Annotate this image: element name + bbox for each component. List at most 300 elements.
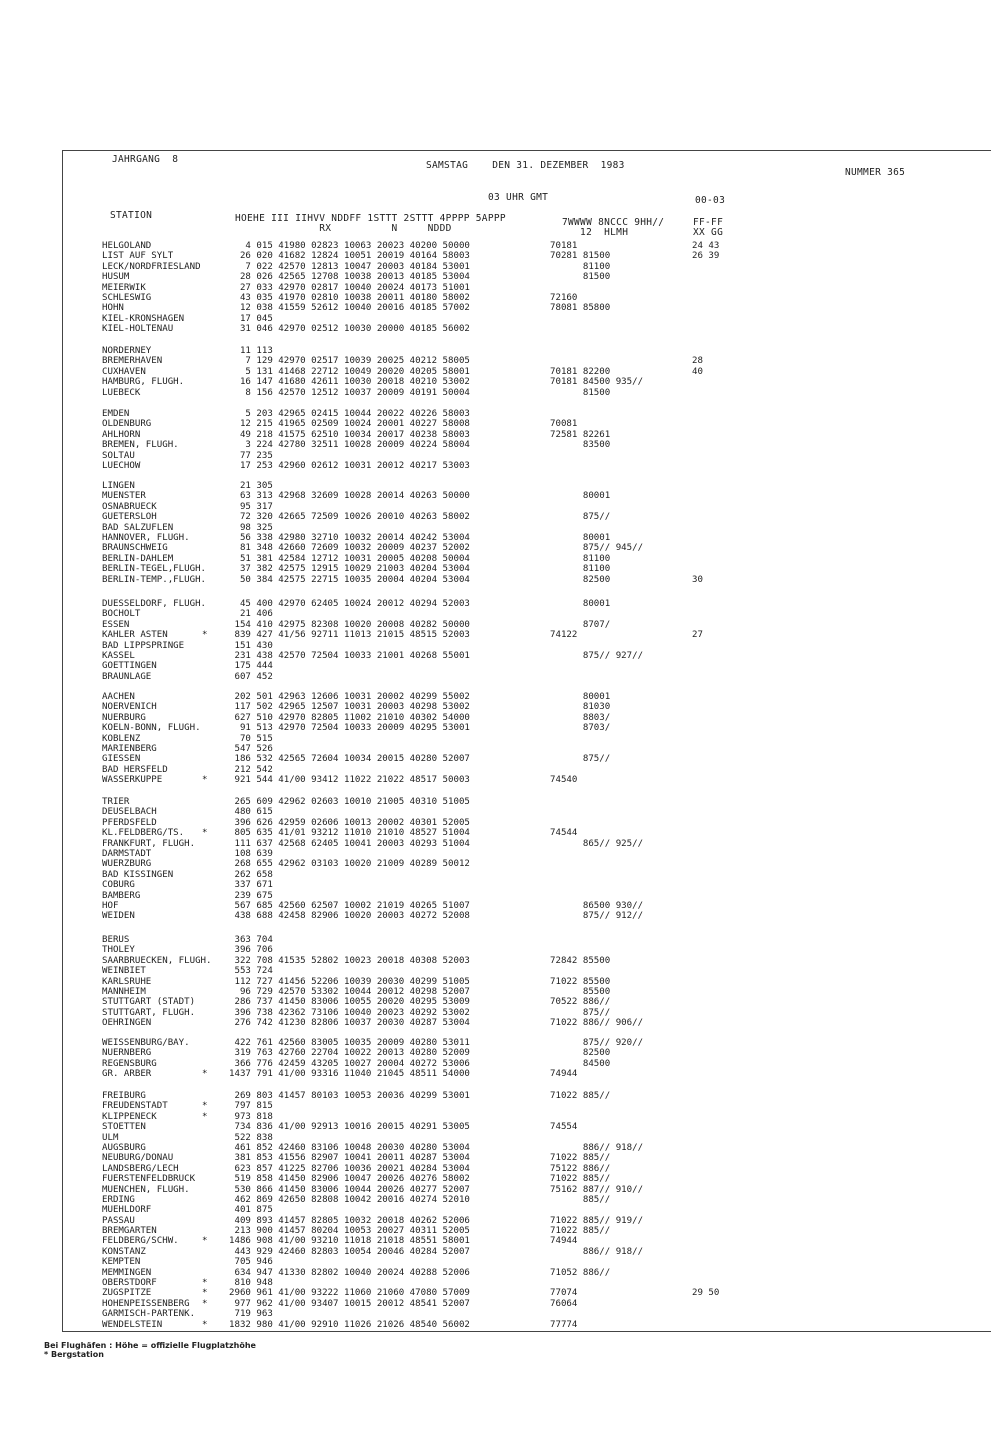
station-row	[102, 609, 722, 619]
station-name: LUEBECK	[102, 387, 141, 398]
station-name: HOF	[102, 900, 119, 911]
station-row	[102, 419, 722, 429]
synop-groups: 885//	[550, 1194, 611, 1205]
station-group	[102, 692, 722, 786]
station-name: SCHLESWIG	[102, 292, 152, 303]
station-name: KIEL-KRONSHAGEN	[102, 313, 185, 324]
station-row	[102, 324, 722, 334]
station-row	[102, 807, 722, 817]
observation-data: 607 452	[229, 671, 273, 682]
observation-data: 49 218 41575 62510 10034 20017 40238 58003	[229, 429, 470, 440]
station-row	[102, 1320, 722, 1330]
station-name: LINGEN	[102, 481, 135, 491]
station-row	[102, 367, 722, 377]
observation-data: 175 444	[229, 661, 273, 672]
observation-data: 977 962 41/00 93407 10015 20012 48541 52007	[229, 1298, 470, 1309]
station-name: WASSERKUPPE	[102, 775, 163, 786]
observation-data: 443 929 42460 82803 10054 20046 40284 52007	[229, 1246, 470, 1257]
station-row	[102, 744, 722, 754]
synop-groups: 75122 886//	[550, 1163, 611, 1174]
station-name: FELDBERG/SCHW.	[102, 1236, 179, 1247]
synop-groups: 71022 885//	[550, 1226, 611, 1237]
station-name: LANDSBERG/LECH	[102, 1163, 179, 1174]
observation-data: 51 381 42584 12712 10031 20005 40208 50004	[229, 553, 470, 564]
station-name: KLIPPENECK	[102, 1111, 157, 1122]
synop-groups: 74540	[550, 775, 578, 786]
station-row	[102, 430, 722, 440]
observation-data: 797 815	[229, 1101, 273, 1112]
synop-groups: 875// 912//	[550, 911, 644, 922]
station-row	[102, 1133, 722, 1143]
station-row	[102, 765, 722, 775]
station-group	[102, 599, 722, 682]
observation-data: 363 704	[229, 935, 273, 945]
station-name: ERDING	[102, 1194, 135, 1205]
station-name: ZUGSPITZE	[102, 1288, 152, 1299]
station-name: HANNOVER, FLUGH.	[102, 532, 190, 543]
synop-groups: 71052 886//	[550, 1267, 611, 1278]
station-row	[102, 1288, 722, 1298]
synop-groups: 72842 85500	[550, 955, 611, 966]
synop-groups: 875//	[550, 512, 611, 523]
station-name: STUTTGART, FLUGH.	[102, 1007, 196, 1018]
observation-data: 111 637 42568 62405 10041 20003 40293 51004	[229, 838, 470, 849]
station-row	[102, 692, 722, 702]
station-row	[102, 377, 722, 387]
synop-groups: 81100	[550, 564, 611, 575]
station-name: NORDERNEY	[102, 346, 152, 356]
column-xx-header: XX GG	[693, 227, 724, 238]
observation-data: 810 948	[229, 1278, 273, 1289]
observation-data: 56 338 42980 32710 10032 20014 40242 53004	[229, 532, 470, 543]
station-name: ESSEN	[102, 619, 130, 630]
column-main-header: HOEHE III IIHVV NDDFF 1STTT 2STTT 4PPPP 5APPP	[235, 213, 506, 224]
station-row	[102, 1101, 722, 1111]
station-row	[102, 754, 722, 764]
station-name: GOETTINGEN	[102, 661, 157, 672]
station-name: BERUS	[102, 935, 130, 945]
synop-groups: 80001	[550, 692, 611, 702]
synop-groups: 72160	[550, 292, 578, 303]
observation-data: 276 742 41230 82806 10037 20030 40287 53004	[229, 1018, 470, 1029]
synop-groups: 875// 945//	[550, 543, 644, 554]
observation-data: 151 430	[229, 640, 273, 651]
mountain-station-marker: *	[202, 1101, 208, 1112]
station-name: COBURG	[102, 880, 135, 891]
observation-data: 839 427 41/56 92711 11013 21015 48515 52003	[229, 630, 470, 641]
observation-data: 239 675	[229, 890, 273, 901]
station-name: BOCHOLT	[102, 609, 141, 620]
issue-number: NUMMER 365	[845, 167, 906, 178]
station-name: KEMPTEN	[102, 1257, 141, 1268]
wind-gust-groups: 24 43	[692, 241, 720, 251]
mountain-station-marker: *	[202, 630, 208, 641]
station-row	[102, 966, 722, 976]
station-name: OEHRINGEN	[102, 1018, 152, 1029]
observation-data: 409 893 41457 82805 10032 20018 40262 52006	[229, 1215, 470, 1226]
synop-groups: 70181	[550, 241, 578, 251]
station-row	[102, 599, 722, 609]
wind-gust-groups: 40	[692, 366, 703, 377]
observation-data: 17 045	[229, 313, 273, 324]
synop-groups: 875// 927//	[550, 650, 644, 661]
station-name: MEMMINGEN	[102, 1267, 152, 1278]
station-row	[102, 356, 722, 366]
station-row	[102, 1038, 722, 1048]
synop-groups: 81500	[550, 387, 611, 398]
synop-groups: 70181 84500 935//	[550, 377, 644, 388]
station-row	[102, 1309, 722, 1319]
station-row	[102, 901, 722, 911]
station-name: KASSEL	[102, 650, 135, 661]
station-name: MARIENBERG	[102, 743, 157, 754]
mountain-station-marker: *	[202, 1069, 208, 1080]
station-group	[102, 1091, 722, 1330]
observation-data: 522 838	[229, 1132, 273, 1143]
station-name: OSNABRUECK	[102, 501, 157, 512]
station-name: EMDEN	[102, 409, 130, 419]
station-group	[102, 797, 722, 922]
observation-data: 322 708 41535 52802 10023 20018 40308 52003	[229, 955, 470, 966]
observation-data: 117 502 42965 12507 10031 20003 40298 53002	[229, 702, 470, 713]
observation-data: 3 224 42780 32511 10028 20009 40224 58004	[229, 440, 470, 451]
observation-data: 805 635 41/01 93212 11010 21010 48527 51004	[229, 828, 470, 839]
wind-gust-groups: 30	[692, 574, 703, 585]
observation-data: 12 215 41965 02509 10024 20001 40227 58008	[229, 419, 470, 430]
observation-data: 186 532 42565 72604 10034 20015 40280 52007	[229, 754, 470, 765]
station-name: KAHLER ASTEN	[102, 630, 168, 641]
station-name: BAMBERG	[102, 890, 141, 901]
observation-data: 719 963	[229, 1309, 273, 1320]
station-name: DEUSELBACH	[102, 807, 157, 818]
synop-groups: 85500	[550, 986, 611, 997]
synop-groups: 74944	[550, 1236, 578, 1247]
station-name: FUERSTENFELDBRUCK	[102, 1174, 196, 1185]
station-row	[102, 1164, 722, 1174]
station-name: GARMISCH-PARTENK.	[102, 1309, 196, 1320]
station-row	[102, 1069, 722, 1079]
station-row	[102, 945, 722, 955]
observation-data: 27 033 42970 02817 10040 20024 40173 51001	[229, 282, 470, 293]
observation-data: 2960 961 41/00 93222 11060 21060 47080 57009	[229, 1288, 470, 1299]
synop-groups: 82500	[550, 1048, 611, 1059]
station-group	[102, 1038, 722, 1080]
synop-groups: 71022 886// 906//	[550, 1018, 644, 1029]
observation-data: 43 035 41970 02810 10038 20011 40180 58002	[229, 292, 470, 303]
synop-groups: 80001	[550, 599, 611, 609]
station-row	[102, 997, 722, 1007]
station-row	[102, 702, 722, 712]
station-name: WENDELSTEIN	[102, 1319, 163, 1330]
station-row	[102, 272, 722, 282]
synop-groups: 865// 925//	[550, 838, 644, 849]
observation-data: 366 776 42459 43205 10027 20004 40272 53006	[229, 1058, 470, 1069]
synop-groups: 71022 85500	[550, 976, 611, 987]
synop-groups: 80001	[550, 491, 611, 502]
observation-data: 396 706	[229, 945, 273, 956]
station-name: GR. ARBER	[102, 1069, 152, 1080]
mountain-station-marker: *	[202, 775, 208, 786]
station-name: KL.FELDBERG/TS.	[102, 828, 185, 839]
station-row	[102, 839, 722, 849]
station-row	[102, 1205, 722, 1215]
station-row	[102, 641, 722, 651]
station-name: MEIERWIK	[102, 282, 146, 293]
station-row	[102, 775, 722, 785]
station-name: BERLIN-TEMP.,FLUGH.	[102, 574, 207, 585]
observation-data: 7 129 42970 02517 10039 20025 40212 58005	[229, 356, 470, 367]
station-row	[102, 491, 722, 501]
synop-groups: 81030	[550, 702, 611, 713]
column-ff-header: FF-FF	[693, 217, 724, 228]
station-row	[102, 935, 722, 945]
station-row	[102, 891, 722, 901]
observation-data: 337 671	[229, 880, 273, 891]
observation-data: 63 313 42968 32609 10028 20014 40263 50000	[229, 491, 470, 502]
station-row	[102, 977, 722, 987]
observation-data: 519 858 41450 82906 10047 20026 40276 58002	[229, 1174, 470, 1185]
synop-groups: 83500	[550, 440, 611, 451]
station-row	[102, 713, 722, 723]
station-row	[102, 409, 722, 419]
observation-data: 462 869 42650 82808 10042 20016 40274 52010	[229, 1194, 470, 1205]
observation-data: 627 510 42970 82805 11002 21010 40302 54000	[229, 712, 470, 723]
synop-groups: 76064	[550, 1298, 578, 1309]
station-name: BRAUNLAGE	[102, 671, 152, 682]
station-row	[102, 283, 722, 293]
station-name: BERLIN-TEGEL,FLUGH.	[102, 564, 207, 575]
observation-data: 530 866 41450 83006 10044 20026 40277 52007	[229, 1184, 470, 1195]
station-name: BAD KISSINGEN	[102, 869, 174, 880]
mountain-station-marker: *	[202, 1288, 208, 1299]
station-group	[102, 935, 722, 1029]
wind-gust-groups: 27	[692, 630, 703, 641]
station-row	[102, 314, 722, 324]
station-name: SAARBRUECKEN, FLUGH.	[102, 955, 212, 966]
station-row	[102, 1278, 722, 1288]
station-row	[102, 1268, 722, 1278]
station-row	[102, 620, 722, 630]
observation-data: 17 253 42960 02612 10031 20012 40217 53003	[229, 460, 470, 471]
observation-data: 72 320 42665 72509 10026 20010 40263 58002	[229, 512, 470, 523]
station-name: MUENSTER	[102, 491, 146, 502]
observation-data: 7 022 42570 12813 10047 20003 40184 53001	[229, 261, 470, 272]
synop-groups: 8803/	[550, 712, 611, 723]
station-name: MUEHLDORF	[102, 1205, 152, 1216]
station-row	[102, 303, 722, 313]
jahrgang-label: JAHRGANG 8	[112, 154, 179, 165]
observation-data: 8 156 42570 12512 10037 20009 40191 50004	[229, 387, 470, 398]
station-name: STUTTGART (STADT)	[102, 997, 196, 1008]
station-row	[102, 461, 722, 471]
station-row	[102, 1122, 722, 1132]
station-name: REGENSBURG	[102, 1058, 157, 1069]
synop-groups: 77774	[550, 1319, 578, 1330]
observation-data: 28 026 42565 12708 10038 20013 40185 53004	[229, 272, 470, 283]
station-row	[102, 880, 722, 890]
observation-data: 5 131 41468 22712 10049 20020 40205 58001	[229, 366, 470, 377]
station-name: BREMGARTEN	[102, 1226, 157, 1237]
station-row	[102, 1247, 722, 1257]
station-row	[102, 987, 722, 997]
wind-gust-groups: 28	[692, 356, 703, 367]
observation-data: 98 325	[229, 522, 273, 533]
synop-groups: 77074	[550, 1288, 578, 1299]
station-name: GUETERSLOH	[102, 512, 157, 523]
station-name: WEIDEN	[102, 911, 135, 922]
synop-groups: 81500	[550, 272, 611, 283]
observation-data: 634 947 41330 82802 10040 20024 40288 52006	[229, 1267, 470, 1278]
station-name: PASSAU	[102, 1215, 135, 1226]
station-name: BAD LIPPSPRINGE	[102, 640, 185, 651]
observation-data: 1486 908 41/00 93210 11018 21018 48551 58001	[229, 1236, 470, 1247]
station-name: MUENCHEN, FLUGH.	[102, 1184, 190, 1195]
wind-gust-groups: 29 50	[692, 1288, 720, 1299]
observation-data: 212 542	[229, 764, 273, 775]
station-name: NOERVENICH	[102, 702, 157, 713]
station-row	[102, 859, 722, 869]
synop-groups: 71022 885//	[550, 1091, 611, 1101]
station-name: NEUBURG/DONAU	[102, 1153, 174, 1164]
station-name: STOETTEN	[102, 1122, 146, 1133]
synop-groups: 74554	[550, 1122, 578, 1133]
footnote-mountain-station: * Bergstation	[44, 1350, 104, 1359]
observation-data: 5 203 42965 02415 10044 20022 40226 58003	[229, 409, 470, 419]
station-row	[102, 672, 722, 682]
mountain-station-marker: *	[202, 828, 208, 839]
station-name: BERLIN-DAHLEM	[102, 553, 174, 564]
synop-groups: 8707/	[550, 619, 611, 630]
station-row	[102, 1174, 722, 1184]
station-row	[102, 262, 722, 272]
observation-data: 37 382 42575 12915 10029 21003 40204 53004	[229, 564, 470, 575]
synop-groups: 78081 85800	[550, 303, 611, 314]
station-name: AHLHORN	[102, 429, 141, 440]
observation-data: 112 727 41456 52206 10039 20030 40299 51005	[229, 976, 470, 987]
station-row	[102, 1226, 722, 1236]
synop-groups: 70522 886//	[550, 997, 611, 1008]
observation-data: 921 544 41/00 93412 11022 21022 48517 50003	[229, 775, 470, 786]
observation-data: 231 438 42570 72504 10033 21001 40268 55001	[229, 650, 470, 661]
wind-gust-groups: 26 39	[692, 251, 720, 262]
observation-data: 480 615	[229, 807, 273, 818]
mountain-station-marker: *	[202, 1298, 208, 1309]
observation-data: 547 526	[229, 743, 273, 754]
observation-data: 438 688 42458 82906 10020 20003 40272 52008	[229, 911, 470, 922]
synop-groups: 86500 930//	[550, 900, 644, 911]
column-synop-subheader: 12 HLMH	[562, 227, 629, 238]
station-name: KOBLENZ	[102, 733, 141, 744]
synop-groups: 72581 82261	[550, 429, 611, 440]
station-name: FREUDENSTADT	[102, 1101, 168, 1112]
observation-data: 396 738 42362 73106 10040 20023 40292 53002	[229, 1007, 470, 1018]
station-row	[102, 1153, 722, 1163]
synop-groups: 71022 885// 919//	[550, 1215, 644, 1226]
station-row	[102, 1216, 722, 1226]
synop-groups: 75162 887// 910//	[550, 1184, 644, 1195]
observation-data: 1437 791 41/00 93316 11040 21045 48511 54000	[229, 1069, 470, 1080]
mountain-station-marker: *	[202, 1278, 208, 1289]
column-main-subheader: RX N NDDD	[235, 223, 452, 234]
station-row	[102, 564, 722, 574]
station-row	[102, 1257, 722, 1267]
station-row	[102, 543, 722, 553]
station-row	[102, 554, 722, 564]
observation-data: 96 729 42570 53302 10044 20012 40298 52007	[229, 986, 470, 997]
station-row	[102, 734, 722, 744]
observation-data: 11 113	[229, 346, 273, 356]
observation-data: 422 761 42560 83005 10035 20009 40280 53011	[229, 1038, 470, 1048]
station-name: ULM	[102, 1132, 119, 1143]
station-name: KOELN-BONN, FLUGH.	[102, 723, 201, 734]
station-name: DUESSELDORF, FLUGH.	[102, 599, 207, 609]
station-row	[102, 1112, 722, 1122]
observation-data: 381 853 41556 82907 10041 20011 40287 53004	[229, 1153, 470, 1164]
station-row	[102, 1048, 722, 1058]
synop-groups: 81100	[550, 553, 611, 564]
station-row	[102, 870, 722, 880]
station-name: BAD SALZUFLEN	[102, 522, 174, 533]
station-name: THOLEY	[102, 945, 135, 956]
station-row	[102, 797, 722, 807]
station-name: HUSUM	[102, 272, 130, 283]
synop-groups: 875//	[550, 754, 611, 765]
station-name: BREMEN, FLUGH.	[102, 440, 179, 451]
station-row	[102, 346, 722, 356]
station-name: AACHEN	[102, 692, 135, 702]
station-row	[102, 1091, 722, 1101]
station-row	[102, 523, 722, 533]
station-row	[102, 293, 722, 303]
station-name: BAD HERSFELD	[102, 764, 168, 775]
station-row	[102, 440, 722, 450]
station-name: LUECHOW	[102, 460, 141, 471]
station-name: OBERSTDORF	[102, 1278, 157, 1289]
synop-groups: 84500	[550, 1058, 611, 1069]
synop-groups: 71022 885//	[550, 1174, 611, 1185]
station-name: GIESSEN	[102, 754, 141, 765]
synop-groups: 875//	[550, 1007, 611, 1018]
observation-data: 1832 980 41/00 92910 11026 21026 48540 56002	[229, 1319, 470, 1330]
observation-data: 154 410 42975 82308 10020 20008 40282 50000	[229, 619, 470, 630]
station-name: AUGSBURG	[102, 1142, 146, 1153]
synop-groups: 886// 918//	[550, 1142, 644, 1153]
synop-groups: 70081	[550, 419, 578, 430]
station-row	[102, 451, 722, 461]
station-group	[102, 481, 722, 585]
station-group	[102, 346, 722, 398]
station-name: NUERBURG	[102, 712, 146, 723]
station-name: BRAUNSCHWEIG	[102, 543, 168, 554]
observation-data: 461 852 42460 83106 10048 20030 40280 53004	[229, 1142, 470, 1153]
synop-groups: 70181 82200	[550, 366, 611, 377]
observation-data: 91 513 42970 72504 10033 20009 40295 53001	[229, 723, 470, 734]
station-name: OLDENBURG	[102, 419, 152, 430]
station-row	[102, 533, 722, 543]
synop-groups: 875// 920//	[550, 1038, 644, 1048]
station-name: BREMERHAVEN	[102, 356, 163, 367]
station-row	[102, 956, 722, 966]
observation-data: 269 803 41457 80103 10053 20036 40299 53001	[229, 1091, 470, 1101]
station-name: WEISSENBURG/BAY.	[102, 1038, 190, 1048]
station-row	[102, 241, 722, 251]
observation-data: 553 724	[229, 966, 273, 977]
station-name: MANNHEIM	[102, 986, 146, 997]
station-row	[102, 661, 722, 671]
station-name: FRANKFURT, FLUGH.	[102, 838, 196, 849]
station-name: HAMBURG, FLUGH.	[102, 377, 185, 388]
observation-data: 265 609 42962 02603 10010 21005 40310 51005	[229, 797, 470, 807]
